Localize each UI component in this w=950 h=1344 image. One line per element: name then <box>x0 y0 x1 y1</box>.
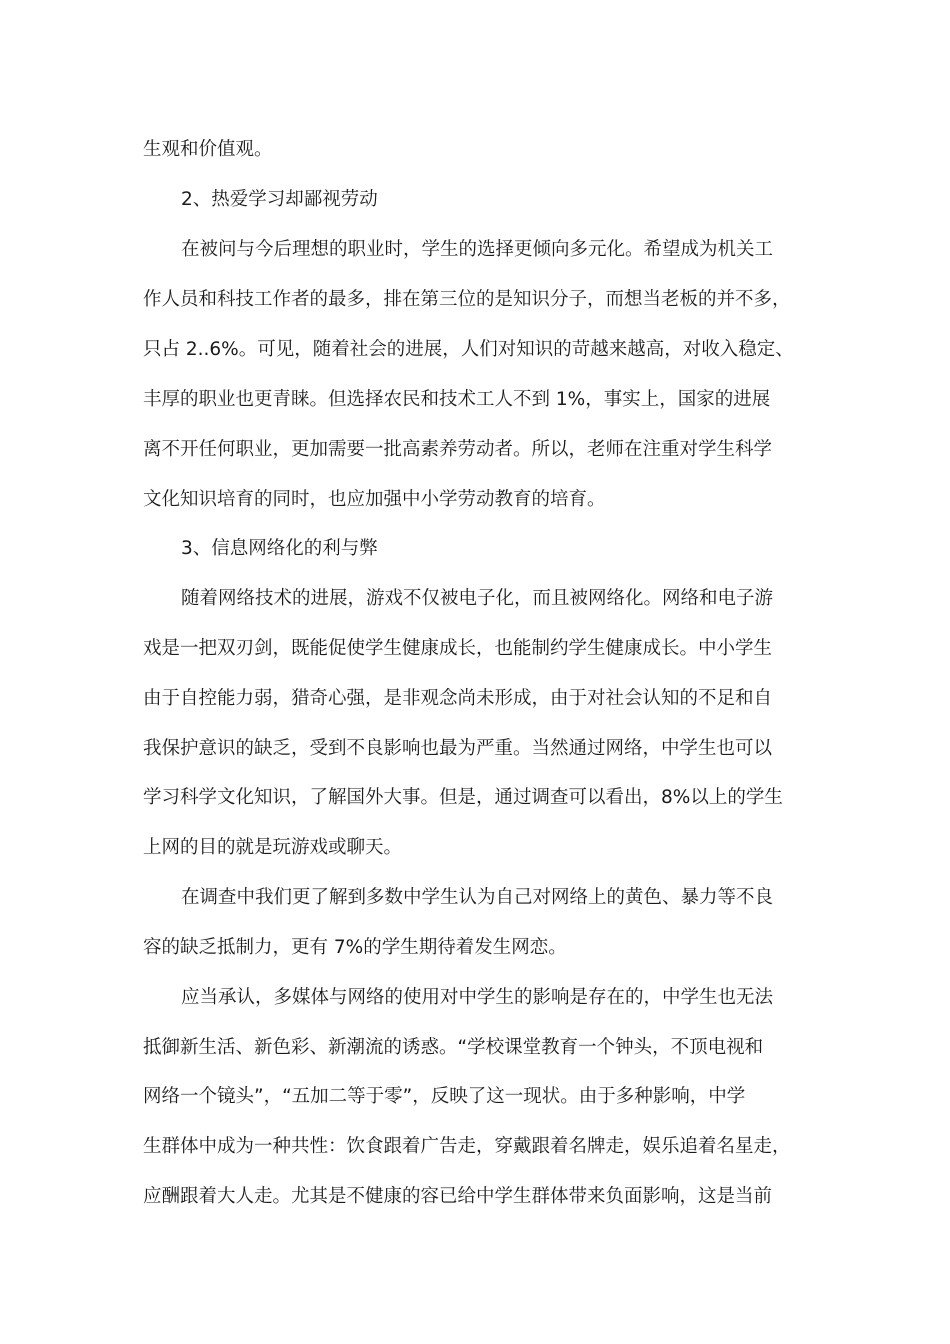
text-line: 应当承认，多媒体与网络的使用对中学生的影响是存在的，中学生也无法 <box>181 987 774 1008</box>
text-line: 抵御新生活、新色彩、新潮流的诱惑。“学校课堂教育一个钟头，不顶电视和 <box>143 1037 764 1058</box>
text-line: 随着网络技术的进展，游戏不仅被电子化，而且被网络化。网络和电子游 <box>181 588 774 609</box>
text-line: 离不开任何职业，更加需要一批高素养劳动者。所以，老师在注重对学生科学 <box>143 439 773 460</box>
text-line: 上网的目的就是玩游戏或聊天。 <box>143 837 403 858</box>
text-line: 生观和价值观。 <box>143 139 273 160</box>
text-line: 戏是一把双刃剑，既能促使学生健康成长，也能制约学生健康成长。中小学生 <box>143 638 773 659</box>
section-heading: 3、信息网络化的利与弊 <box>181 538 378 559</box>
text-line: 作人员和科技工作者的最多，排在第三位的是知识分子，而想当老板的并不多， <box>143 289 791 310</box>
text-line: 应酬跟着大人走。尤其是不健康的容已给中学生群体带来负面影响，这是当前 <box>143 1186 773 1207</box>
section-heading: 2、热爱学习却鄙视劳动 <box>181 189 378 210</box>
text-line: 生群体中成为一种共性：饮食跟着广告走，穿戴跟着名牌走，娱乐追着名星走， <box>143 1136 791 1157</box>
text-line: 丰厚的职业也更青睐。但选择农民和技术工人不到 1%，事实上，国家的进展 <box>143 389 771 410</box>
text-line: 文化知识培育的同时，也应加强中小学劳动教育的培育。 <box>143 489 606 510</box>
text-line: 只占 2..6%。可见，随着社会的进展，人们对知识的苛越来越高，对收入稳定、 <box>143 339 794 360</box>
text-line: 容的缺乏抵制力，更有 7%的学生期待着发生网恋。 <box>143 937 567 958</box>
text-line: 我保护意识的缺乏，受到不良影响也最为严重。当然通过网络，中学生也可以 <box>143 738 773 759</box>
text-line: 由于自控能力弱，猎奇心强，是非观念尚未形成，由于对社会认知的不足和自 <box>143 688 773 709</box>
text-line: 学习科学文化知识，了解国外大事。但是，通过调查可以看出，8%以上的学生 <box>143 787 783 808</box>
text-line: 在被问与今后理想的职业时，学生的选择更倾向多元化。希望成为机关工 <box>181 239 774 260</box>
text-line: 在调查中我们更了解到多数中学生认为自己对网络上的黄色、暴力等不良 <box>181 887 774 908</box>
text-line: 网络一个镜头”，“五加二等于零”，反映了这一现状。由于多种影响，中学 <box>143 1086 746 1107</box>
